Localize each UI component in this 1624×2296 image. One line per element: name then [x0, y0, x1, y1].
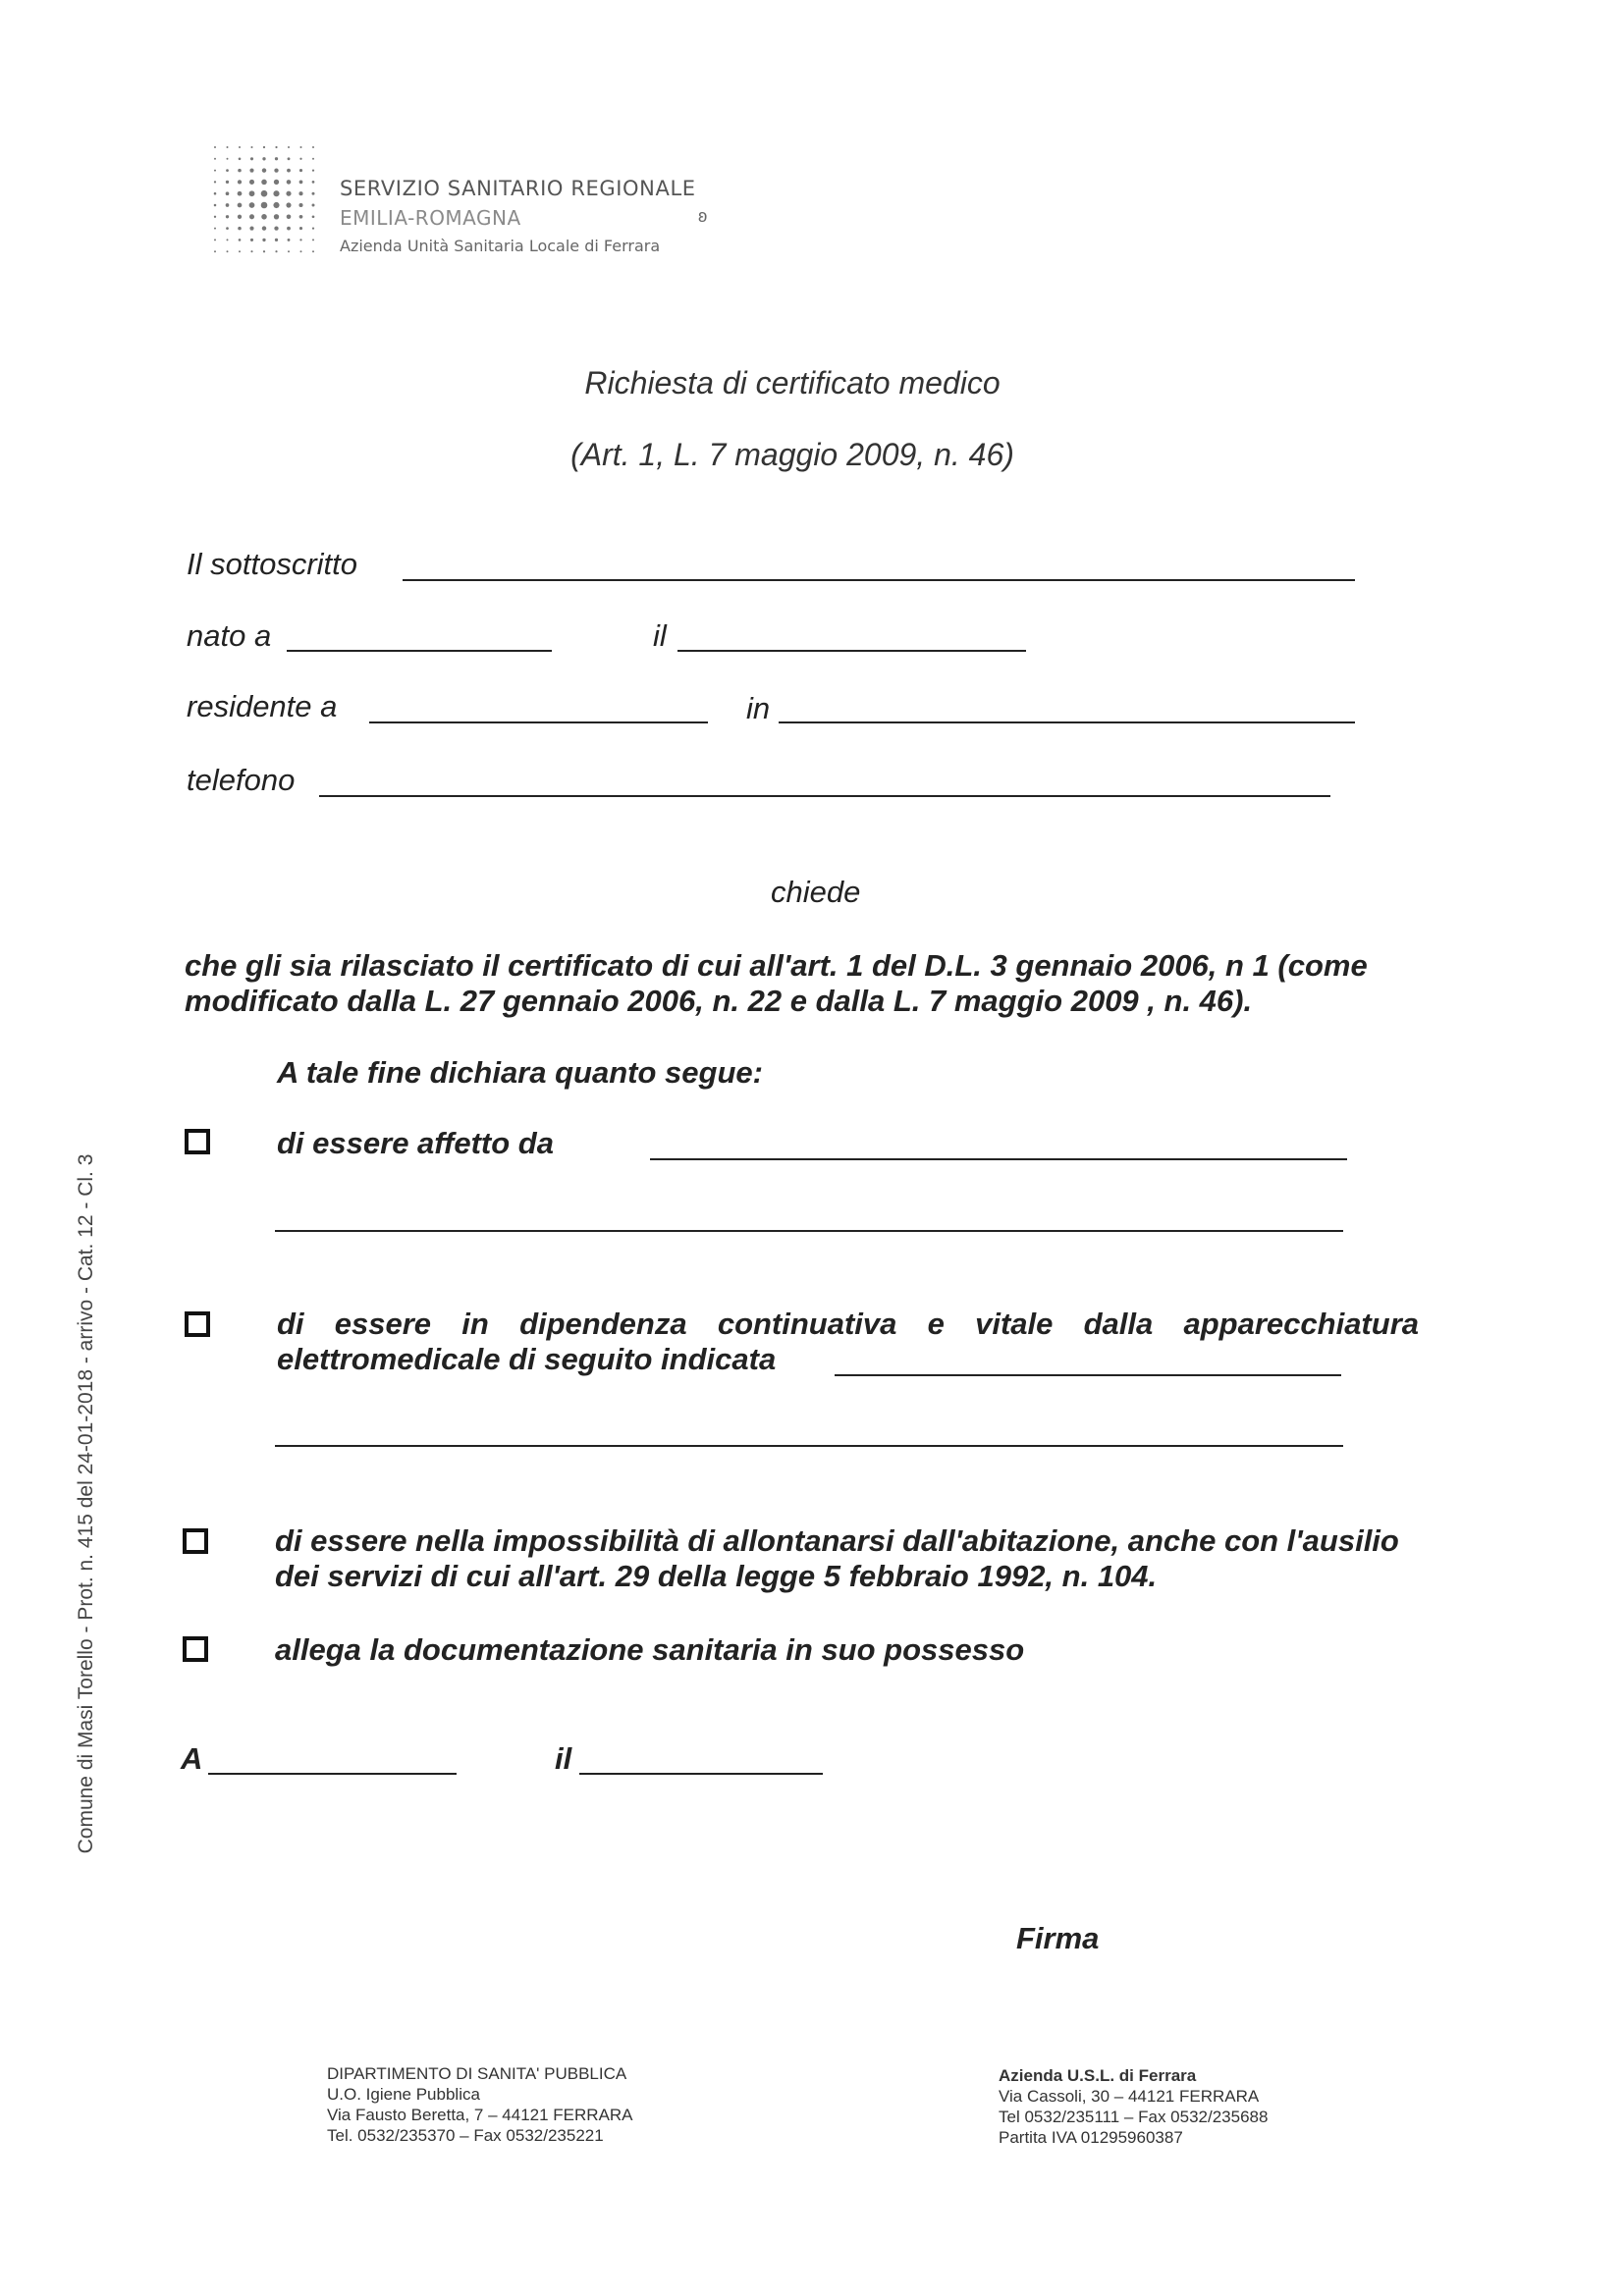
field-affetto-line1[interactable]: [650, 1158, 1347, 1160]
logo-dot: [300, 146, 302, 148]
label-telefono: telefono: [187, 763, 296, 797]
logo-dot-grid: [209, 141, 319, 257]
logo-dot: [263, 146, 265, 148]
logo-dot: [287, 227, 291, 231]
option-impossibilita-line1: di essere nella impossibilità di allontanarsi dall'abitazione, anche con l'ausilio: [275, 1523, 1399, 1558]
logo-dot: [273, 202, 279, 208]
logo-dot: [288, 157, 291, 160]
logo-dot: [286, 202, 291, 207]
option-documentazione-label: allega la documentazione sanitaria in suo possesso: [275, 1632, 1025, 1667]
logo-dot: [226, 215, 229, 218]
logo-dot: [299, 169, 302, 172]
closing-il-label: il: [555, 1741, 572, 1776]
logo-dot: [226, 191, 230, 195]
option-impossibilita-line2: dei servizi di cui all'art. 29 della legge 5 febbraio 1992, n. 104.: [275, 1559, 1158, 1593]
logo-dot: [298, 191, 302, 195]
label-il: il: [653, 618, 667, 653]
field-il[interactable]: [677, 650, 1026, 652]
logo-mark: ʚ: [698, 206, 708, 226]
logo-dot: [312, 239, 314, 240]
logo-dot: [287, 180, 292, 185]
logo-dot: [288, 146, 290, 148]
request-text: [185, 948, 1461, 1019]
protocol-stamp: Comune di Masi Torello - Prot. n. 415 del 24-01-2018 - arrivo - Cat. 12 - Cl. 3: [75, 1153, 97, 1854]
document-title: Richiesta di certificato medico: [584, 365, 1001, 400]
logo-dot: [275, 250, 277, 252]
logo-dot: [214, 228, 216, 230]
logo-dot: [274, 214, 279, 219]
org-name-line1: SERVIZIO SANITARIO REGIONALE: [340, 177, 696, 200]
checkbox-impossibilita[interactable]: [183, 1528, 208, 1554]
logo-dot: [273, 190, 279, 196]
logo-dot: [227, 239, 229, 240]
logo-dot: [226, 181, 229, 184]
logo-dot: [227, 250, 229, 252]
logo-dot: [249, 180, 254, 185]
org-name-line3: Azienda Unità Sanitaria Locale di Ferrara: [340, 237, 661, 255]
logo-dot: [238, 215, 242, 219]
checkbox-dipendenza[interactable]: [185, 1311, 210, 1337]
logo-dot: [238, 169, 242, 173]
logo-dot: [312, 204, 315, 207]
field-closing-date[interactable]: [579, 1773, 823, 1775]
field-in[interactable]: [779, 721, 1355, 723]
logo-dot: [288, 239, 291, 241]
field-dipendenza-line1[interactable]: [835, 1374, 1341, 1376]
logo-dot: [238, 180, 242, 184]
footer-left-line1: DIPARTIMENTO DI SANITA' PUBBLICA: [327, 2064, 627, 2083]
logo-dot: [312, 146, 314, 148]
logo-dot: [312, 228, 314, 230]
footer-right-line3: Tel 0532/235111 – Fax 0532/235688: [999, 2108, 1269, 2126]
logo-dot: [312, 158, 314, 160]
field-closing-place[interactable]: [208, 1773, 457, 1775]
field-dipendenza-line2[interactable]: [275, 1445, 1343, 1447]
label-residente-a: residente a: [187, 689, 338, 723]
logo-dot: [238, 227, 242, 231]
logo-dot: [214, 146, 216, 148]
logo-dot: [312, 170, 314, 172]
org-name-line2: EMILIA-ROMAGNA: [340, 206, 521, 230]
logo-dot: [262, 226, 266, 230]
logo-dot: [214, 170, 216, 172]
label-nato-a: nato a: [187, 618, 272, 653]
logo-dot: [263, 250, 265, 252]
request-text-line1: che gli sia rilasciato il certificato di cui all'art. 1 del D.L. 3 gennaio 2006, n 1 (come: [185, 948, 1368, 983]
logo-dot: [274, 168, 278, 172]
logo-dot: [275, 157, 278, 160]
logo-dot: [275, 146, 277, 148]
footer-left: [327, 2063, 633, 2146]
logo-dot: [250, 250, 252, 252]
logo-dot: [261, 190, 268, 197]
logo-dot: [299, 227, 302, 230]
logo-dot: [239, 157, 242, 160]
logo-dot: [262, 157, 265, 160]
request-text-line2: modificato dalla L. 27 gennaio 2006, n. 22 e dalla L. 7 maggio 2009 , n. 46).: [185, 984, 1253, 1018]
logo-dot: [274, 180, 279, 185]
logo-dot: [312, 192, 315, 195]
logo-dot: [312, 250, 314, 252]
closing-a-label: A: [181, 1741, 203, 1776]
field-sottoscritto[interactable]: [403, 579, 1355, 581]
logo-dot: [261, 214, 267, 220]
footer-left-line2: U.O. Igiene Pubblica: [327, 2085, 480, 2104]
logo-dot: [249, 227, 253, 231]
logo-dot: [249, 202, 255, 208]
logo-dot: [214, 158, 216, 160]
option-dipendenza-line2: elettromedicale di seguito indicata: [277, 1342, 777, 1376]
logo-dot: [250, 239, 253, 241]
logo-dot: [249, 169, 253, 173]
logo-dot: [261, 180, 267, 186]
logo-dot: [214, 181, 216, 183]
logo-dot: [312, 181, 315, 184]
label-sottoscritto: Il sottoscritto: [187, 547, 357, 581]
logo-dot: [239, 146, 241, 148]
label-in: in: [746, 691, 771, 725]
logo-dot: [299, 181, 303, 185]
logo-dot: [239, 239, 242, 241]
logo-dot: [249, 214, 254, 219]
logo-dot: [299, 215, 303, 219]
logo-dot: [227, 146, 229, 148]
checkbox-documentazione[interactable]: [183, 1636, 208, 1662]
logo-dot: [239, 250, 241, 252]
declaration-intro: A tale fine dichiara quanto segue:: [277, 1055, 763, 1090]
footer-right-line2: Via Cassoli, 30 – 44121 FERRARA: [999, 2087, 1260, 2106]
option-affetto-label: di essere affetto da: [277, 1126, 554, 1160]
footer-right-line1: Azienda U.S.L. di Ferrara: [999, 2066, 1197, 2085]
logo-dot: [275, 239, 278, 241]
logo-dot: [214, 216, 216, 218]
logo-dot: [214, 192, 217, 195]
field-nato-a[interactable]: [287, 650, 552, 652]
logo-dot: [287, 169, 291, 173]
logo-dot: [250, 157, 253, 160]
logo-dot: [214, 204, 217, 207]
field-affetto-line2[interactable]: [275, 1230, 1343, 1232]
field-telefono[interactable]: [319, 795, 1330, 797]
logo-dot: [249, 190, 255, 196]
document-subtitle: (Art. 1, L. 7 maggio 2009, n. 46): [570, 437, 1014, 472]
footer-right-line4: Partita IVA 01295960387: [999, 2128, 1183, 2147]
field-residente-a[interactable]: [369, 721, 708, 723]
logo-dot: [226, 227, 229, 230]
logo-dot: [299, 158, 301, 160]
logo-dot: [262, 239, 265, 241]
logo-dot: [300, 250, 302, 252]
logo-dot: [312, 215, 315, 218]
logo-dot: [274, 226, 278, 230]
logo-dot: [286, 191, 291, 196]
logo-dot: [227, 158, 229, 160]
logo-dot: [261, 202, 268, 209]
logo-dot: [214, 250, 216, 252]
footer-right: [999, 2065, 1268, 2148]
logo-dot: [214, 239, 216, 240]
logo-dot: [238, 203, 243, 208]
footer-left-line4: Tel. 0532/235370 – Fax 0532/235221: [327, 2126, 604, 2145]
firma-label: Firma: [1016, 1921, 1100, 1955]
chiede-label: chiede: [771, 875, 861, 909]
logo-dot: [250, 146, 252, 148]
logo-dot: [287, 214, 292, 219]
option-dipendenza-line1: di essere in dipendenza continuativa e vitale dalla apparecchiatura: [277, 1307, 1419, 1341]
checkbox-affetto[interactable]: [185, 1129, 210, 1154]
footer-left-line3: Via Fausto Beretta, 7 – 44121 FERRARA: [327, 2106, 633, 2124]
option-impossibilita-text: [275, 1523, 1551, 1594]
logo-dot: [299, 239, 301, 240]
logo-dot: [298, 203, 302, 207]
logo-dot: [238, 191, 243, 196]
logo-dot: [226, 203, 230, 207]
logo-dot: [262, 168, 266, 172]
logo-dot: [226, 169, 229, 172]
logo-dot: [288, 250, 290, 252]
